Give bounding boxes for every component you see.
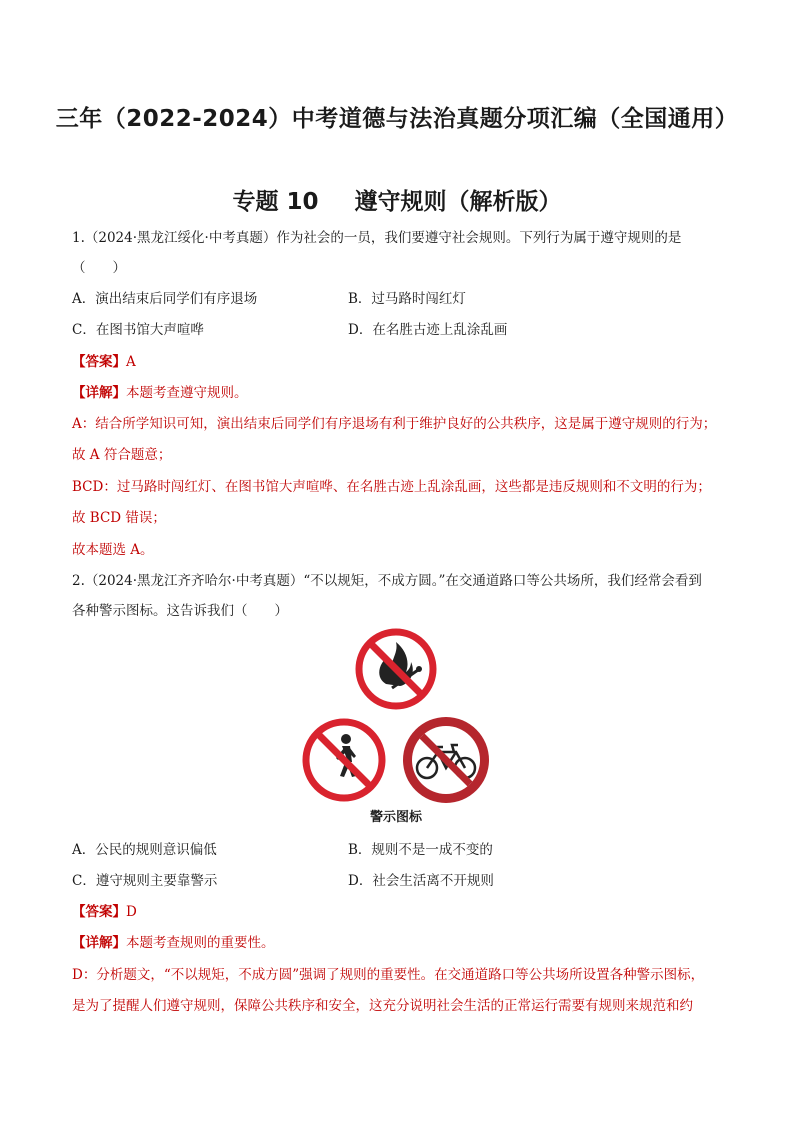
q2-detail-tag: 【详解】 (72, 935, 126, 951)
q1-detail-tag: 【详解】 (72, 385, 126, 401)
q1-stem-line2: （ ） (72, 260, 126, 276)
q1-option-c: C．在图书馆大声喧哗 (72, 322, 204, 338)
q1-option-a: A．演出结束后同学们有序退场 (72, 291, 258, 307)
q2-explain-d-line2: 是为了提醒人们遵守规则，保障公共秩序和安全，这充分说明社会生活的正常运行需要有规则来规范和约 (72, 998, 693, 1014)
main-title: 三年（2022-2024）中考道德与法治真题分项汇编（全国通用） (55, 106, 739, 132)
topic-name: 遵守规则（解析版） (354, 189, 562, 215)
q1-option-d: D．在名胜古迹上乱涂乱画 (348, 322, 508, 338)
q2-option-d: D．社会生活离不开规则 (348, 873, 494, 889)
q1-detail (72, 383, 732, 403)
q1-explain-a-line1: A：结合所学知识可知，演出结束后同学们有序退场有利于维护良好的公共秩序，这是属于遵守规则的行为； (72, 416, 717, 432)
q1-stem-line1: 1.（2024·黑龙江绥化·中考真题）作为社会的一员，我们要遵守社会规则。下列行为属于遵守规则的是 (72, 230, 682, 246)
figure-caption: 警示图标 (369, 810, 422, 825)
q1-explain-a-line2: 故 A 符合题意； (72, 447, 172, 463)
warning-signs-svg (296, 626, 496, 806)
q2-answer-tag: 【答案】 (72, 904, 126, 920)
no-fire-icon (359, 632, 433, 706)
q2-detail-text: 本题考查规则的重要性。 (126, 935, 275, 951)
warning-signs-figure (296, 626, 496, 826)
topic-number: 专题 10 (232, 189, 319, 215)
q2-stem-line2: 各种警示图标。这告诉我们（ ） (72, 603, 288, 619)
no-bicycle-icon (403, 717, 489, 803)
q1-answer-value: A (126, 354, 136, 370)
q1-answer (72, 352, 732, 372)
q1-detail-text: 本题考查遵守规则。 (126, 385, 248, 401)
q2-answer (72, 902, 732, 922)
q2-explain-d-line1: D：分析题文，“不以规矩，不成方圆”强调了规则的重要性。在交通道路口等公共场所设置各种警示图标， (72, 967, 705, 983)
q2-option-b: B．规则不是一成不变的 (348, 842, 493, 858)
q2-option-a: A．公民的规则意识偏低 (72, 842, 217, 858)
q1-conclusion: 故本题选 A。 (72, 542, 154, 558)
topic-title (0, 183, 794, 216)
q1-explain-bcd-line1: BCD：过马路时闯红灯、在图书馆大声喧哗、在名胜古迹上乱涂乱画，这些都是违反规则和不文明的行为； (72, 479, 711, 495)
q1-option-b: B．过马路时闯红灯 (348, 291, 466, 307)
q1-explain-bcd-line2: 故 BCD 错误； (72, 510, 166, 526)
q2-stem-line1: 2.（2024·黑龙江齐齐哈尔·中考真题）“不以规矩，不成方圆。”在交通道路口等公共场所，我们经常会看到 (72, 573, 702, 589)
q2-answer-value: D (126, 904, 137, 920)
q2-detail (72, 933, 732, 953)
q2-option-c: C．遵守规则主要靠警示 (72, 873, 218, 889)
no-pedestrian-icon (306, 722, 382, 798)
q1-answer-tag: 【答案】 (72, 354, 126, 370)
